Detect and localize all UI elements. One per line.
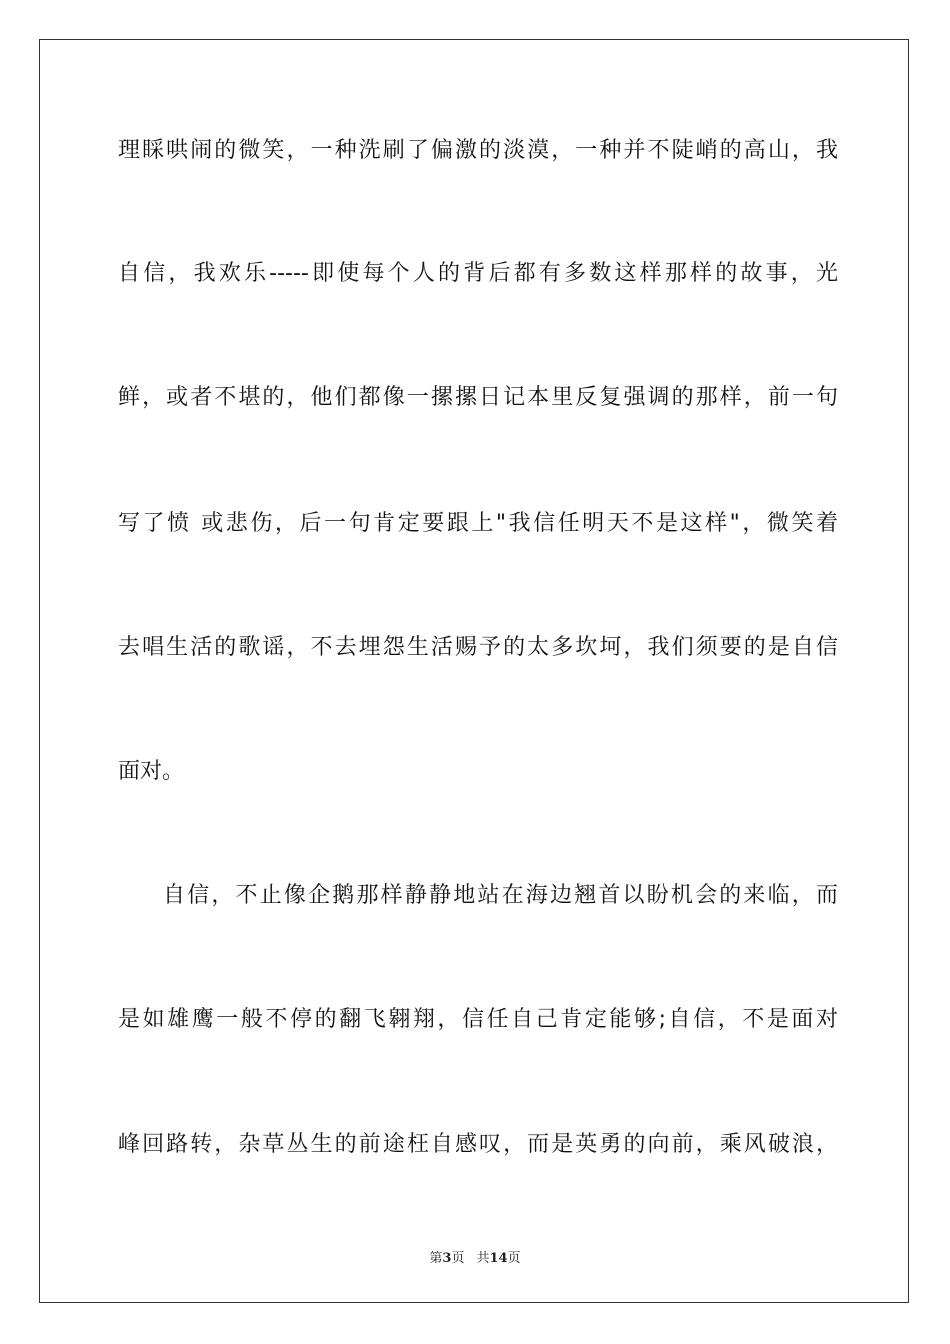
page-number: 3 — [442, 1251, 452, 1266]
text-line-4: 写了愤 或悲伤，后一句肯定要跟上"我信任明天不是这样"，微笑着 — [118, 511, 838, 536]
page-footer — [0, 1247, 950, 1266]
page-border — [39, 39, 909, 1303]
page-prefix: 第 — [429, 1251, 443, 1266]
total-pages: 14 — [489, 1251, 508, 1266]
total-prefix: 共 — [476, 1251, 490, 1266]
text-line-3: 鲜，或者不堪的，他们都像一摞摞日记本里反复强调的那样，前一句 — [118, 385, 838, 410]
text-line-8: 是如雄鹰一般不停的翻飞翱翔，信任自己肯定能够;自信，不是面对 — [118, 1007, 838, 1032]
page-suffix: 页 — [451, 1251, 465, 1266]
total-suffix: 页 — [507, 1251, 521, 1266]
text-line-2: 自信，我欢乐-----即使每个人的背后都有多数这样那样的故事，光 — [118, 261, 838, 286]
text-line-6: 面对。 — [118, 759, 185, 784]
text-line-5: 去唱生活的歌谣，不去埋怨生活赐予的太多坎坷，我们须要的是自信 — [118, 635, 838, 660]
text-line-9: 峰回路转，杂草丛生的前途枉自感叹，而是英勇的向前，乘风破浪， — [118, 1132, 838, 1157]
text-line-7: 自信，不止像企鹅那样静静地站在海边翘首以盼机会的来临，而 — [163, 883, 838, 908]
text-line-1: 理睬哄闹的微笑，一种洗刷了偏激的淡漠，一种并不陡峭的高山，我 — [118, 138, 838, 163]
